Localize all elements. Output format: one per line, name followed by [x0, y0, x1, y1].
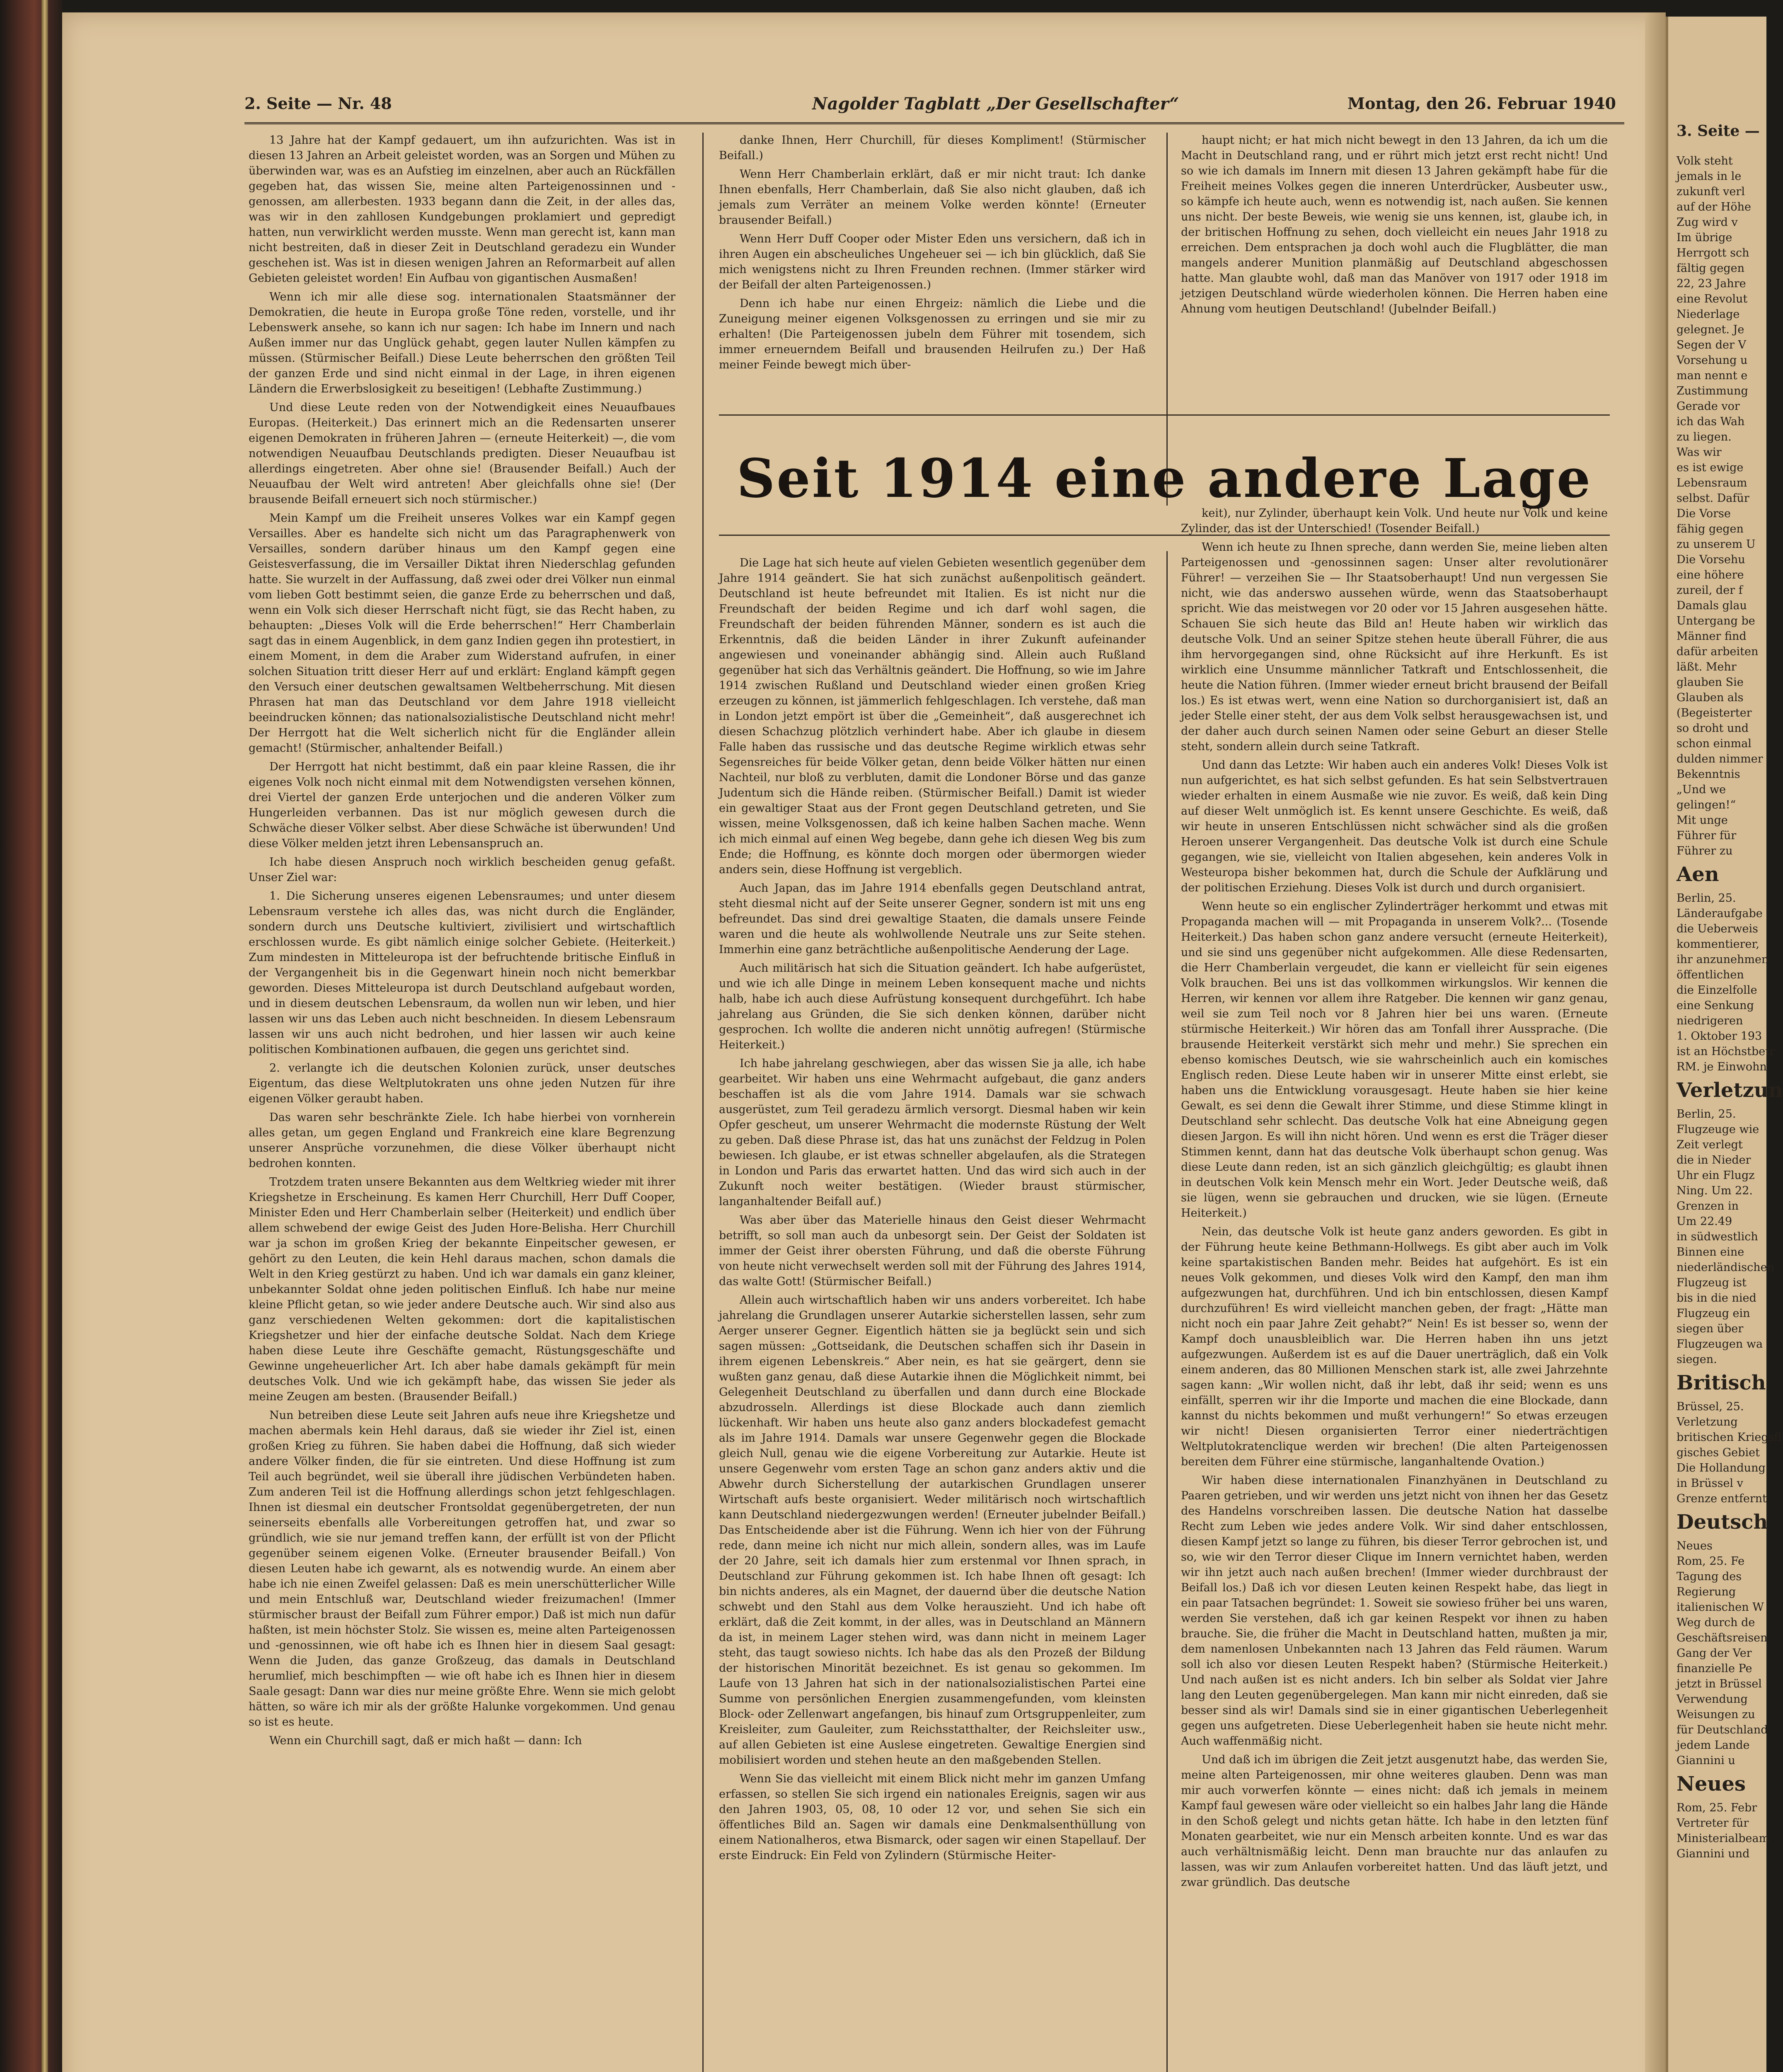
next-page-line: finanzielle Pe	[1677, 1662, 1752, 1675]
next-page-line: jetzt in Brüssel	[1677, 1677, 1762, 1690]
next-page-line: dulden nimmer	[1677, 753, 1763, 765]
paragraph: danke Ihnen, Herr Churchill, für dieses Kompliment! (Stürmischer Beifall.)	[719, 134, 1146, 162]
next-page-line: Flugzeug ein	[1677, 1307, 1750, 1320]
next-page-line: ihr anzunehmen	[1677, 953, 1769, 966]
paragraph: Wenn ich heute zu Ihnen spreche, dann werden Sie, meine lieben alten Parteigenossen und -genossinnen sagen: Unser alter revolutionärer Führer! — verzeihen Sie — Ihr Staatsoberhaupt! Und nun vergessen Sie nicht, wie das anderswo aussehen würde, wenn das Staatsoberhaupt spricht. Wie das meistwegen vor 20 oder vor 15 Jahren ausgesehen hätte. Schauen Sie sich heute das Bild an! Heute haben wir wirklich das deutsche Volk. Und an seiner Spitze stehen heute überall Führer, die aus ihm hervorgegangen sind, ohne Rücksicht auf ihre Herkunft. Es ist wirklich eine Unsumme männlicher Tatkraft und Entschlossenheit, die heute die Nation führen. (Immer wieder erneut bricht brausend der Beifall los.) Es ist etwas wert, wenn eine Nation so durchorganisiert ist, daß an jeder Stelle einer steht, der aus dem Volk selbst herausgewachsen ist, und der daher auch durch seinen Namen oder seine Geburt an dieser Stelle steht, sondern allein durch seine Tatkraft.	[1181, 541, 1608, 753]
next-page-line: Berlin, 25.	[1677, 892, 1736, 905]
next-page-line: zu unserem U	[1677, 538, 1756, 551]
next-page-line: kommentierer,	[1677, 938, 1760, 951]
next-page-line: Führer für	[1677, 829, 1737, 842]
next-page-line: Regierung	[1677, 1585, 1736, 1598]
next-page-line: (Begeisterter	[1677, 707, 1752, 719]
next-page-line: Im übrige	[1677, 231, 1732, 244]
next-page-line: Mit unge	[1677, 814, 1728, 827]
next-page-line: eine höhere	[1677, 569, 1744, 581]
next-page-line: Segen der V	[1677, 339, 1746, 351]
next-page-line: niederländischen	[1677, 1261, 1774, 1274]
next-page-line: Giannini u	[1677, 1754, 1735, 1767]
next-page-line: eine Senkung	[1677, 999, 1754, 1012]
next-page-line: Verwendung	[1677, 1693, 1748, 1706]
paragraph: Und diese Leute reden von der Notwendigkeit eines Neuaufbaues Europas. (Heiterkeit.) Das erinnert mich an die Redensarten unserer eigenen Demokraten in früheren Jahren — (erneute Heiterkeit) —, die vom notwendigen Neuaufbau Deutschlands predigten. Dieser Neuaufbau ist allerdings eingetreten. Aber ohne sie! (Brausender Beifall.) Auch der Neuaufbau der Welt wird antreten! Aber gleichfalls ohne sie! (Der brausende Beifall erneuert sich noch stürmischer.)	[249, 401, 675, 506]
next-page-line: Vorsehung u	[1677, 354, 1748, 367]
next-page-subheading: Neues	[1677, 1772, 1746, 1796]
next-page-line: es ist ewige	[1677, 461, 1744, 474]
next-page-line: für Deutschland	[1677, 1723, 1768, 1736]
next-page-line: Ministerialbeam	[1677, 1832, 1770, 1845]
paragraph: Allein auch wirtschaftlich haben wir uns anders vorbereitet. Ich habe jahrelang die Grundlagen unserer Autarkie sicherstellen lassen, sehr zum Aerger unserer Gegner. Eigentlich hätten sie ja beglückt sein und sich sagen müssen: „Gottseidank, die Deutschen schaffen sich ihr Dasein in ihrem eigenen Lebenskreis.“ Aber nein, es hat sie geärgert, denn sie wußten ganz genau, daß diese Autarkie ihnen die Möglichkeit nimmt, bei Gelegenheit Deutschland zu überfallen und dann durch eine Blockade abzudrosseln. Allerdings ist diese Blockade auch dann ziemlich lückenhaft. Wir haben uns heute also ganz anders blockadefest gemacht als im Jahre 1914. Damals war unsere Gegenwehr gegen die Blockade gleich Null, genau wie die eigene Vorbereitung zur Autarkie. Heute ist unsere Gegenwehr vom ersten Tage an schon ganz anders aktiv und die Abwehr durch Sicherstellung der autarkischen Grundlagen unserer Wirtschaft aufs beste organisiert. Weder militärisch noch wirtschaftlich kann Deutschland niedergezwungen werden! (Erneuter jubelnder Beifall.) Das Entscheidende aber ist die Führung. Wenn ich hier von der Führung rede, dann meine ich nicht nur mich allein, sondern alles, was im Laufe der 20 Jahre, seit ich damals hier zum erstenmal vor Ihnen sprach, in Deutschland zur Führung gekommen ist. Ich habe Ihnen oft gesagt: Ich bin nichts anderes, als ein Magnet, der dauernd über die deutsche Nation schwebt und den Stahl aus dem Volke herauszieht. Und ich habe oft erklärt, daß die Zeit kommt, in der alles, was in Deutschland an Männern da ist, in meinem Lager stehen wird, was dann nicht in meinem Lager steht, das taugt sowieso nichts. Ich habe das als den Prozeß der Bildung der historischen Minorität bezeichnet. Es ist genau so gekommen. Im Laufe von 13 Jahren hat sich in der nationalsozialistischen Partei eine Summe von persönlichen Energien zusammengefunden, vom kleinsten Block- oder Zellenwart angefangen, bis hinauf zum Ortsgruppenleiter, zum Kreisleiter, zum Gauleiter, zum Reichsstatthalter, der Reichsleiter usw., auf allen Gebieten ist eine Auslese eingetreten. Gewaltige Energien sind mobilisiert worden und stehen heute an den maßgebenden Stellen.	[719, 1294, 1146, 1767]
next-page-line: zureil, der f	[1677, 584, 1743, 597]
next-page-line: man nennt e	[1677, 369, 1748, 382]
next-page-line: Die Vorsehu	[1677, 553, 1745, 566]
next-page-line: Flugzeuge wie	[1677, 1123, 1759, 1136]
paragraph: Auch Japan, das im Jahre 1914 ebenfalls gegen Deutschland antrat, steht diesmal nicht auf der Seite unserer Gegner, sondern ist mit uns eng befreundet. Das sind drei gewaltige Staaten, die damals unsere Feinde waren und die heute als wohlwollende Neutrale uns zur Seite stehen. Immerhin eine ganz beträchtliche außenpolitische Aenderung der Lage.	[719, 882, 1146, 956]
next-page-line: Ning. Um 22.	[1677, 1184, 1753, 1197]
paragraph: Und dann das Letzte: Wir haben auch ein anderes Volk! Dieses Volk ist nun aufgerichtet, es hat sich selbst gefunden. Es hat sein Selbstvertrauen wieder erhalten in einem Ausmaße wie nie zuvor. Es weiß, daß kein Ding auf dieser Welt unmöglich ist. Es kennt unsere Geschichte. Es weiß, daß wir heute in unseren Entschlüssen nicht schwächer sind als die großen Heroen unserer Vergangenheit. Das deutsche Volk ist durch eine Schule gegangen, wie sie, vielleicht von Italien abgesehen, kein anderes Volk in Westeuropa bisher bekommen hat, durch die Schule der Aufklärung und der politischen Erziehung. Dieses Volk ist durch und durch organisiert.	[1181, 759, 1608, 894]
next-page-line: Um 22.49	[1677, 1215, 1732, 1228]
next-page-line: schon einmal	[1677, 737, 1752, 750]
next-page-line: niedrigeren	[1677, 1014, 1743, 1027]
next-page-line: Binnen eine	[1677, 1246, 1744, 1259]
next-page-line: glauben Sie	[1677, 676, 1744, 689]
article-column-3-bottom	[1181, 506, 1608, 2072]
next-page-line: Lebensraum	[1677, 477, 1747, 489]
paragraph: 1. Die Sicherung unseres eigenen Lebensraumes; und unter diesem Lebensraum verstehe ich alles das, was nicht durch die Engländer, sondern durch uns Deutsche kultiviert, zivilisiert und wirtschaftlich erschlossen wurde. Es gibt nämlich einige solcher Gebiete. (Heiterkeit.) Zum mindesten in Mitteleuropa ist der befruchtende britische Einfluß in der Vergangenheit bis in die Gegenwart hinein noch nicht bemerkbar geworden. Dieses Mitteleuropa ist durch Deutschland aufgebaut worden, und in diesem deutschen Lebensraum, da wollen nun wir leben, und hier lassen wir uns das Leben auch nicht beschneiden. In diesem Lebensraum lassen wir uns auch nicht bedrohen, und hier lassen wir auch keine politischen Kombinationen aufbauen, die gegen uns gerichtet sind.	[249, 890, 675, 1056]
next-page-line: siegen über	[1677, 1322, 1744, 1335]
next-page-line: Uhr ein Flugz	[1677, 1169, 1755, 1182]
next-page-line: Grenze entfernt	[1677, 1492, 1767, 1505]
next-page-line: Zeit verlegt	[1677, 1138, 1743, 1151]
book-binding	[0, 0, 62, 2072]
header-page-number: 2. Seite — Nr. 48	[244, 94, 392, 113]
next-page-line: Grenzen in	[1677, 1200, 1739, 1213]
next-page-line: Rom, 25. Febr	[1677, 1801, 1757, 1814]
next-page-line: Geschäftsreisen	[1677, 1631, 1768, 1644]
next-page-line: die in Nieder	[1677, 1154, 1751, 1167]
next-page-line: Brüssel, 25.	[1677, 1400, 1744, 1413]
article-column-2-bottom	[719, 555, 1146, 2072]
next-page-edge	[1666, 17, 1783, 2072]
next-page-line: fähig gegen	[1677, 523, 1744, 535]
paragraph: Denn ich habe nur einen Ehrgeiz: nämlich die Liebe und die Zuneigung meiner eigenen Volksgenossen zu erringen und sie mir zu erhalten! (Die Parteigenossen jubeln dem Führer mit tosendem, sich immer erneuerndem Beifall und brausenden Heilrufen zu.) Der Haß meiner Feinde bewegt mich über-	[719, 297, 1146, 371]
next-page-line: öffentlichen	[1677, 968, 1744, 981]
next-page-line: Verletzung	[1677, 1416, 1738, 1428]
next-page-line: bis in die nied	[1677, 1292, 1756, 1305]
next-page-line: Glauben als	[1677, 691, 1744, 704]
header-newspaper-title: Nagolder Tagblatt „Der Gesellschafter“	[812, 94, 1179, 114]
next-page-line: zu liegen.	[1677, 431, 1732, 443]
next-page-line: gelegnet. Je	[1677, 323, 1744, 336]
paragraph: Der Herrgott hat nicht bestimmt, daß ein paar kleine Rassen, die ihr eigenes Volk noch nicht einmal mit dem Notwendigsten versehen können, drei Viertel der ganzen Erde unterjochen und die anderen Völker zum Hungerleiden verbannen. Das ist nur möglich gewesen durch die Schwäche dieser Völker selbst. Aber diese Schwäche ist überwunden! Und diese Völker melden jetzt ihren Lebensanspruch an.	[249, 760, 675, 850]
next-page-line: Was wir	[1677, 446, 1722, 459]
next-page-line: Zug wird v	[1677, 216, 1738, 229]
paragraph: Und daß ich im übrigen die Zeit jetzt ausgenutzt habe, das werden Sie, meine alten Parteigenossen, mir ohne weiteres glauben. Denn was man mir auch vorwerfen könnte — eines nicht: daß ich jemals in meinem Kampf faul gewesen wäre oder vielleicht so ein halbes Jahr lang die Hände in den Schoß gelegt und nichts getan hätte. Ich habe in den letzten fünf Monaten gearbeitet, wie nur ein Mensch arbeiten konnte. Und es war das auch verhältnismäßig leicht. Denn man brauchte nur das anlaufen zu lassen, was wir zum Anlaufen vorbereitet hatten. Und das läuft jetzt, und zwar gründlich. Das deutsche	[1181, 1753, 1608, 1889]
paragraph: Wenn Herr Chamberlain erklärt, daß er mir nicht traut: Ich danke Ihnen ebenfalls, Herr Chamberlain, daß Sie also nicht glauben, daß ich jemals zum Verräter an meinem Volke werden könnte! (Erneuter brausender Beifall.)	[719, 168, 1146, 227]
next-page-line: in Brüssel v	[1677, 1477, 1743, 1490]
next-page-subheading: Britisch	[1677, 1371, 1766, 1394]
paragraph: Auch militärisch hat sich die Situation geändert. Ich habe aufgerüstet, und wie ich alle Dinge in meinem Leben konsequent mache und nichts halb, habe ich auch diese Aufrüstung konsequent durchgeführt. Ich habe jahrelang aus Gründen, die Sie sich denken können, darüber nicht gesprochen. Ich wollte die anderen nicht unnötig aufregen! (Stürmische Heiterkeit.)	[719, 962, 1146, 1051]
binding-gold-stripe	[41, 0, 48, 2072]
next-page-subheading: Aen	[1677, 863, 1719, 886]
next-page-line: Gerade vor	[1677, 400, 1740, 413]
paragraph: Wenn heute so ein englischer Zylinderträger herkommt und etwas mit Propaganda machen will — mit Propaganda in unserem Volk?... (Tosende Heiterkeit.) Das haben schon ganz andere versucht (erneute Heiterkeit), und sie sind uns gegenüber nicht aufgekommen. Alle diese Redensarten, die Herr Chamberlain vergeudet, die kann er vielleicht für sein eigenes Volk brauchen. Bei uns ist das vollkommen wirkungslos. Wir kennen die Herren, wir kennen vor allem ihre Ratgeber. Die kennen wir ganz genau, weil sie zum Teil noch vor 8 Jahren hier bei uns waren. (Erneute stürmische Heiterkeit.) Wir hören das am Tonfall ihrer Aussprache. (Die brausende Heiterkeit verstärkt sich mehr und mehr.) Sie sprechen ein ebenso komisches Deutsch, wie sie wahrscheinlich auch ein komisches Englisch reden. Diese Leute haben wir in unserer Mitte einst erlebt, sie haben uns die Entwicklung vorausgesagt. Heute haben sie hier keine Gewalt, es sei denn die Gewalt ihrer Stimme, und diese Stimme klingt in Deutschland sehr schlecht. Das deutsche Volk hat eine Abneigung gegen diesen Jargon. Es will ihn nicht hören. Und wenn es erst die Träger dieser Stimmen kennt, dann hat das deutsche Volk überhaupt schon genug. Was diese Leute dann reden, ist an sich gänzlich gleichgültig; es glaubt ihnen in deutschen Volk kein Mensch mehr ein Wort. Jeder Deutsche weiß, daß sie lügen, wenn sie gebrauchen und drucken, wie sie lügen. (Erneute Heiterkeit.)	[1181, 900, 1608, 1220]
next-page-header: 3. Seite —	[1677, 122, 1760, 140]
paragraph: Wenn Herr Duff Cooper oder Mister Eden uns versichern, daß ich in ihren Augen ein abscheuliches Ungeheuer sei — ich bin glücklich, daß Sie mich wenigstens nicht zu Ihren Freunden rechnen. (Immer stärker wird der Beifall der alten Parteigenossen.)	[719, 232, 1146, 291]
next-page-line: gisches Gebiet	[1677, 1446, 1760, 1459]
next-page-line: ich das Wah	[1677, 415, 1745, 428]
paragraph: Das waren sehr beschränkte Ziele. Ich habe hierbei von vornherein alles getan, um gegen England und Frankreich eine klare Begrenzung unserer Ansprüche vorzunehmen, die diese Völker überhaupt nicht bedrohen konnten.	[249, 1111, 675, 1170]
next-page-line: 1. Oktober 193	[1677, 1030, 1762, 1043]
next-page-line: läßt. Mehr	[1677, 661, 1737, 673]
paragraph: Nun betreiben diese Leute seit Jahren aufs neue ihre Kriegshetze und machen abermals kein Hehl daraus, daß sie wieder ihr Ziel ist, einen großen Krieg zu führen. Sie haben dabei die Hoffnung, daß sich wieder andere Völker finden, die für sie eintreten. Und diese Hoffnung ist zum Teil auch begründet, weil sie überall ihre jüdischen Verbündeten haben. Zum anderen Teil ist die Hoffnung allerdings schon jetzt fehlgeschlagen. Ihnen ist diesmal ein deutscher Frontsoldat gegenübergetreten, der nun seinerseits ebenfalls alle Vorbereitungen getroffen hat, und zwar so gründlich, wie sie nur jemand treffen kann, der erfüllt ist von der Pflicht gegenüber seinem eigenen Volke. (Erneuter brausender Beifall.) Von diesen Leuten habe ich gewarnt, als es notwendig wurde. An einem aber habe ich nie einen Zweifel gelassen: Daß es mein unerschütterlicher Wille und mein Entschluß war, Deutschland wieder freizumachen! (Immer stürmischer braust der Beifall zum Führer empor.) Daß ist mich nun dafür haßten, ist mein höchster Stolz. Sie wissen es, meine alten Parteigenossen und -genossinnen, wie oft habe ich es Ihnen hier in diesem Saal gesagt: Wenn die Juden, das ganze Großzeug, das damals in Deutschland herumlief, mich beschimpften — wie oft habe ich es Ihnen hier in diesem Saale gesagt: Dann war dies nur meine größte Ehre. Wenn sie mich gelobt hätten, so wäre ich mir als der größte Halunke vorgekommen. Und genau so ist es heute.	[249, 1409, 675, 1728]
next-page-line: jedem Lande	[1677, 1739, 1750, 1752]
paragraph: Mein Kampf um die Freiheit unseres Volkes war ein Kampf gegen Versailles. Aber es handelte sich nicht um das Paragraphenwerk von Versailles, sondern darüber hinaus um den Kampf gegen eine Geistesverfassung, die im Versailler Diktat ihren Niederschlag gefunden hatte. Sie wurzelt in der Auffassung, daß zwei oder drei Völker nun einmal vom lieben Gott bestimmt seien, die ganze Erde zu beherrschen und daß, wenn ein Volk sich dieser Herrschaft nicht fügt, sie das Recht haben, zu behaupten: „Dieses Volk will die Erde beherrschen!“ Herr Chamberlain sagt das in einem Augenblick, in dem ganz Indien gegen ihn protestiert, in einem Moment, in dem die Araber zum Widerstand aufrufen, in einer solchen Situation tritt dieser Herr auf und erklärt: England kämpft gegen den Versuch einer deutschen gewaltsamen Weltbeherrschung. Mit diesen Phrasen hat man das Deutschland vor dem Jahre 1918 vielleicht beeindrucken können; das nationalsozialistische Deutschland nicht mehr! Der Herrgott hat die Welt sicherlich nicht für die Engländer allein gemacht! (Stürmischer, anhaltender Beifall.)	[249, 512, 675, 755]
next-page-line: Damals glau	[1677, 599, 1747, 612]
next-page-line: eine Revolut	[1677, 293, 1748, 305]
section-headline: Seit 1914 eine andere Lage	[736, 448, 1592, 510]
paragraph: Wenn ich mir alle diese sog. internationalen Staatsmänner der Demokratien, die heute in Europa große Töne reden, vorstelle, und ihr Lebenswerk ansehe, so kann ich nur sagen: Ich habe im Innern und nach Außen immer nur das Unglück gehabt, gegen lauter Nullen kämpfen zu müssen. (Stürmischer Beifall.) Diese Leute beherrschen den größten Teil der ganzen Erde und sind nicht einmal in der Lage, in ihren eigenen Ländern die Erwerbslosigkeit zu beseitigen! (Lebhafte Zustimmung.)	[249, 290, 675, 395]
next-page-subheading: Deutsch	[1677, 1510, 1768, 1534]
paragraph: Ich habe jahrelang geschwiegen, aber das wissen Sie ja alle, ich habe gearbeitet. Wir haben uns eine Wehrmacht aufgebaut, die ganz anders beschaffen ist als die vom Jahre 1914. Damals war sie schwach ausgerüstet, zum Teil geradezu ärmlich versorgt. Diesmal haben wir kein Opfer gescheut, um unserer Wehrmacht die modernste Rüstung der Welt zu geben. Daß diese Phrase ist, das hat uns zunächst der Feldzug in Polen bewiesen. Ich glaube, er ist etwas schneller abgelaufen, als die Strategen in London und Paris das erwartet hatten. Und das wird sich auch in der Zukunft noch weiter bestätigen. (Wieder braust stürmischer, langanhaltender Beifall auf.)	[719, 1057, 1146, 1208]
next-page-line: Herrgott sch	[1677, 247, 1749, 259]
next-page-line: Berlin, 25.	[1677, 1108, 1736, 1121]
next-page-line: in südwestlich	[1677, 1230, 1758, 1243]
next-page-line: Giannini und	[1677, 1847, 1750, 1860]
paragraph: Wenn ein Churchill sagt, daß er mich haßt — dann: Ich	[269, 1734, 582, 1747]
next-page-line: Neues	[1677, 1539, 1713, 1552]
paragraph: 2. verlangte ich die deutschen Kolonien zurück, unser deutsches Eigentum, das diese Weltplutokraten uns ohne jeden Nutzen für ihre eigenen Völker geraubt haben.	[249, 1062, 675, 1105]
next-page-line: selbst. Dafür	[1677, 492, 1749, 505]
column-rule-1	[702, 133, 704, 2072]
next-page-line: Länderaufgabe	[1677, 907, 1763, 920]
next-page-line: Führer zu	[1677, 845, 1733, 857]
paragraph: Ich habe diesen Anspruch noch wirklich bescheiden genug gefaßt. Unser Ziel war:	[249, 856, 675, 884]
next-page-line: Die Vorse	[1677, 507, 1731, 520]
next-page-line: zukunft verl	[1677, 185, 1745, 198]
next-page-line: jemals in le	[1677, 170, 1742, 183]
paragraph: Die Lage hat sich heute auf vielen Gebieten wesentlich gegenüber dem Jahre 1914 geändert. Sie hat sich zunächst außenpolitisch geändert. Deutschland ist heute befreundet mit Italien. Es ist nicht nur die Freundschaft der beiden Regime und ich darf wohl sagen, die Freundschaft der beiden führenden Männer, sondern es ist auch die Erkenntnis, daß die beiden Länder in ihrer Zukunft aufeinander angewiesen und voneinander abhängig sind. Allein auch Rußland gegenüber hat sich das Verhältnis geändert. Die Hoffnung, so wie im Jahre 1914 zwischen Rußland und Deutschland wieder einen großen Krieg erzeugen zu können, ist jämmerlich fehlgeschlagen. Ich verstehe, daß man in London jetzt empört ist über die „Gemeinheit“, daß ausgerechnet ich diesen Schachzug plötzlich verhindert habe. Aber ich glaube in diesem Falle haben das russische und das deutsche Regime wirklich etwas sehr Segensreiches für beide Völker getan, denn beide Völker hätten nur einen Nachteil, nur bloß zu verbluten, damit die Londoner Börse und das ganze Judentum sich die Hände reiben. (Stürmischer Beifall.) Damit ist wieder ein gewaltiger Staat aus der Front gegen Deutschland getreten, und Sie wissen, meine Volksgenossen, daß ich keine halben Sachen mache. Wenn ich mich einmal auf einen Weg begebe, dann gehe ich diesen Weg bis zum Ende; die Hoffnung, es könnte doch morgen oder übermorgen wieder anders sein, diese Hoffnung ist vergeblich.	[719, 557, 1146, 876]
paragraph: Wir haben diese internationalen Finanzhyänen in Deutschland zu Paaren getrieben, und wir werden uns jetzt nicht von ihnen her das Gesetz des Handelns vorschreiben lassen. Die deutsche Nation hat dasselbe Recht zum Leben wie jedes andere Volk. Wir sind daher entschlossen, diesen Kampf jetzt so lange zu führen, bis dieser Terror gebrochen ist, und so, wie wir den Terror dieser Clique im Innern vernichtet haben, werden wir ihn jetzt auch nach außen brechen! (Immer wieder durchbraust der Beifall los.) Daß ich vor diesen Leuten keinen Respekt habe, das liegt in ein paar Tatsachen begründet: 1. Soweit sie sowieso früher bei uns waren, werden Sie verstehen, daß ich gar keinen Respekt vor ihnen zu haben brauche. Sie, die früher die Macht in Deutschland hatten, mußten ja mir, dem namenlosen Unbekannten nach 13 Jahren das Feld räumen. Warum soll ich also vor diesen Leuten Respekt haben? (Stürmische Heiterkeit.) Und nach außen ist es nicht anders. Ich bin selber als Soldat vier Jahre lang den Leuten gegenübergelegen. Man kann mir nicht einreden, daß sie besser sind als wir! Damals sind sie in einer gigantischen Ueberlegenheit gegen uns aufgetreten. Diese Ueberlegenheit haben sie heute nicht mehr. Auch waffenmäßig nicht.	[1181, 1474, 1608, 1748]
next-page-line: auf der Höhe	[1677, 201, 1751, 213]
next-page-line: dafür arbeiten	[1677, 645, 1759, 658]
next-page-line: so droht und	[1677, 722, 1749, 735]
next-page-line: Die Hollandung	[1677, 1462, 1766, 1474]
next-page-subheading: Verletzun	[1677, 1079, 1783, 1102]
next-page-line: Vertreter für	[1677, 1817, 1749, 1830]
paragraph: Was aber über das Materielle hinaus den Geist dieser Wehrmacht betrifft, so soll man auch da unbesorgt sein. Der Geist der Soldaten ist immer der Geist ihrer obersten Führung, und daß die oberste Führung von heute nicht verwechselt werden soll mit der Führung des Jahres 1914, das walte Gott! (Stürmischer Beifall.)	[719, 1214, 1146, 1288]
next-page-line: Gang der Ver	[1677, 1647, 1752, 1660]
next-page-line: 22, 23 Jahre	[1677, 277, 1746, 290]
next-page-line: Untergang be	[1677, 615, 1755, 627]
next-page-line: Flugzeugen wa	[1677, 1338, 1763, 1351]
paragraph: haupt nicht; er hat mich nicht bewegt in den 13 Jahren, da ich um die Macht in Deutschland rang, und er rührt mich jetzt erst recht nicht! Und so wie ich damals im Innern mit diesen 13 Jahren gekämpft habe für die Freiheit meines Volkes gegen die inneren Unterdrücker, Ausbeuter usw., so kämpfe ich heute auch, wenn es notwendig ist, nach außen. Sie kennen uns nicht. Der beste Beweis, wie wenig sie uns kennen, ist, glaube ich, in der britischen Hoffnung zu sehen, doch vielleicht ein neues Jahr 1918 zu erreichen. Dem entsprachen ja doch wohl auch die Flugblätter, die man mangels anderer Munition planmäßig auf Deutschland abgeschossen hatte. Man glaubte wohl, daß man das Manöver von 1917 oder 1918 im jetzigen Deutschland würde wiederholen können. Die Herren haben eine Ahnung vom heutigen Deutschland! (Jubelnder Beifall.)	[1181, 134, 1608, 315]
next-page-line: Rom, 25. Fe	[1677, 1555, 1745, 1568]
next-page-line: Niederlage	[1677, 308, 1740, 321]
column-rule-3	[1166, 551, 1168, 2072]
next-page-line: ist an Höchstbetr	[1677, 1045, 1776, 1058]
next-page-line: RM. je Einwohn	[1677, 1060, 1767, 1073]
next-page-line: britischen Kriegsfl	[1677, 1431, 1782, 1444]
next-page-line: siegen.	[1677, 1353, 1717, 1366]
next-page-line: gelingen!“	[1677, 799, 1736, 811]
paragraph: 13 Jahre hat der Kampf gedauert, um ihn aufzurichten. Was ist in diesen 13 Jahren an Arbeit geleistet worden, was an Sorgen und Mühen zu überwinden war, was es an Aufstieg im einzelnen, aber auch an Rückfällen gegeben hat, das wissen Sie, meine alten Parteigenossinnen und -genossen, am allerbesten. 1933 begann dann die Zeit, in der alles das, was wir in den zahllosen Kundgebungen proklamiert und gepredigt hatten, nun verwirklicht werden musste. Wenn man gerecht ist, kann man nicht bestreiten, daß in dieser Zeit in Deutschland geradezu ein Wunder geschehen ist. Was ist in diesen wenigen Jahren an Reformarbeit auf allen Gebieten geleistet worden! Ein Aufbau von gigantischen Ausmaßen!	[249, 134, 675, 285]
header-date: Montag, den 26. Februar 1940	[1347, 94, 1616, 113]
next-page-line: Zustimmung	[1677, 385, 1748, 397]
next-page-line: Volk steht	[1677, 155, 1733, 167]
next-page-text	[1677, 153, 1783, 1861]
next-page-line: Bekenntnis	[1677, 768, 1740, 781]
next-page-line: italienischen W	[1677, 1601, 1764, 1614]
next-page-line: „Und we	[1677, 783, 1726, 796]
paragraph: Wenn Sie das vielleicht mit einem Blick nicht mehr im ganzen Umfang erfassen, so stellen Sie sich irgend ein nationales Ereignis, sagen wir aus den Jahren 1903, 05, 08, 10 oder 12 vor, und sehen Sie sich ein öffentliches Bild an. Sagen wir damals eine Denkmalsenthüllung von einem Nationalheros, etwa Bismarck, oder sagen wir einen Stapellauf. Der erste Eindruck: Ein Feld von Zylindern (Stürmische Heiter-	[719, 1772, 1146, 1862]
next-page-line: fältig gegen	[1677, 262, 1744, 275]
next-page-line: Weisungen zu	[1677, 1708, 1755, 1721]
page-gutter-shadow	[1645, 12, 1666, 2072]
next-page-line: Weg durch de	[1677, 1616, 1755, 1629]
next-page-line: die Einzelfolle	[1677, 984, 1757, 997]
next-page-line: Männer find	[1677, 630, 1747, 643]
paragraph: Nein, das deutsche Volk ist heute ganz anders geworden. Es gibt in der Führung heute keine Bethmann-Hollwegs. Es gibt aber auch im Volk keine spartakistischen Banden mehr. Beides hat aufgehört. Es ist ein neues Volk gekommen, und dieses Volk wird den Kampf, den man ihm aufgezwungen hat, durchführen. Und ich bin entschlossen, diesen Kampf durchzuführen! Es wird vielleicht manchen geben, der fragt: „Hätte man nicht noch ein paar Jahre Zeit gehabt?“ Nein! Es ist besser so, wenn der Kampf doch unausbleiblich war. Die Herren haben ihn uns jetzt aufgezwungen. Außerdem ist es auf die Dauer unerträglich, daß ein Volk einem anderen, das 80 Millionen Menschen stark ist, alle zwei Jahrzehnte sagen kann: „Wir wollen nicht, daß ihr lebt, daß ihr seid; wenn es uns einfällt, sperren wir ihr die Importe und machen die eine Blockade, dann kannst du nichts bekommen und mußt verhungern!“ So etwas erzeugen wir nicht! Diesen organisierten Terror einer niederträchtigen Weltplutokratenclique werden wir brechen! (Die alten Parteigenossen bereiten dem Führer eine stürmische, langanhaltende Ovation.)	[1181, 1225, 1608, 1468]
next-page-line: Flugzeug ist	[1677, 1276, 1747, 1289]
page-header	[244, 85, 1624, 124]
next-page-line: die Ueberweis	[1677, 922, 1758, 935]
paragraph: Trotzdem traten unsere Bekannten aus dem Weltkrieg wieder mit ihrer Kriegshetze in Erscheinung. Es kamen Herr Churchill, Herr Duff Cooper, Minister Eden und Herr Chamberlain selber (Heiterkeit) und endlich über allem schwebend der ewige Geist des Juden Hore-Belisha. Herr Churchill war ja schon im großen Krieg der bekannte Einpeitscher gewesen, er gehört zu den Leuten, die kein Hehl daraus machen, schon damals die Welt in den Krieg gestürzt zu haben. Und ich war damals ein ganz kleiner, unbekannter Soldat ohne jeden politischen Einfluß. Ich habe nur meine kleine Pflicht getan, so wie jeder andere Deutsche auch. Wir sind also aus ganz verschiedenen Welten gekommen: dort die kapitalistischen Kriegshetzer und hier der einfache deutsche Soldat. Nach dem Kriege haben diese Leute ihre Geschäfte gemacht, Rüstungsgeschäfte und Gewinne ungeheuerlicher Art. Ich aber habe damals gekämpft für mein deutsches Volk. Und wie ich gekämpft habe, das wissen Sie jeder als meine Zeugen am besten. (Brausender Beifall.)	[249, 1176, 675, 1403]
next-page-line: Tagung des	[1677, 1570, 1742, 1583]
paragraph: keit), nur Zylinder, überhaupt kein Volk. Und heute nur Volk und keine Zylinder, das ist der Unterschied! (Tosender Beifall.)	[1181, 507, 1608, 535]
article-column-1	[249, 133, 675, 2072]
